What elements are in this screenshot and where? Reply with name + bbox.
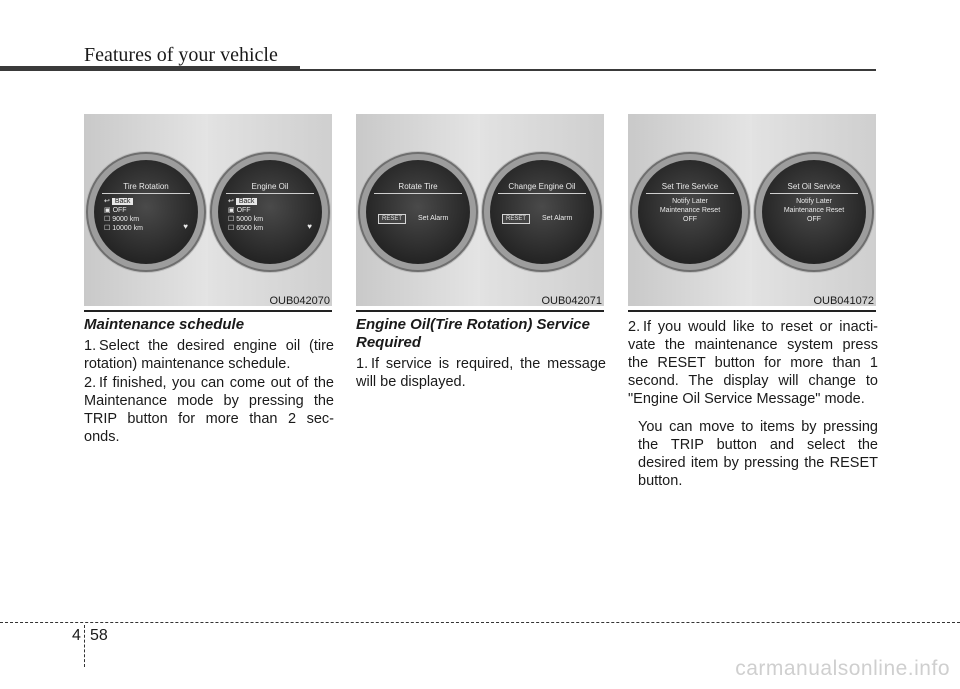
gauge-change-engine-oil [490,160,594,264]
step-2 [84,374,334,446]
step-number: 1. [356,356,369,372]
step-text: Select the desired engine oil (tire rotation) maintenance schedule. [84,338,334,372]
step-note: You can move to items by pressing the TRIP button and select the desired item by pressing the RESET button. [638,419,878,489]
menu-item-back: Back [236,198,258,205]
heart-icon: ♥ [307,222,312,231]
gauge-line: Maintenance Reset [783,207,845,214]
step-text: If you would like to reset or inacti- vate the maintenance system press the RESET button for more than 1 second. The display will change to "Engine Oil Service Message" mode. [628,319,878,407]
heart-icon: ♥ [183,222,188,231]
page-number: 58 [90,627,108,644]
step-number: 1. [84,338,97,354]
menu-item: 6500 km [236,225,264,232]
menu-item: 5000 km [236,216,264,223]
page-separator [84,625,85,667]
step-2-reset [628,318,878,408]
menu-item-back: Back [112,198,134,205]
menu-item: OFF [112,207,127,214]
figure-panel-set-service [628,114,876,306]
watermark: carmanualsonline.info [735,657,950,680]
gauge-title: Engine Oil [251,182,289,191]
gauge-title: Change Engine Oil [508,182,576,191]
figure-code: OUB042070 [269,295,330,307]
section-heading-service-required: Engine Oil(Tire Rotation) Service Required [356,316,590,351]
reset-label: RESET [502,214,530,224]
gauge-title: Set Tire Service [661,182,719,191]
gauge-set-tire-service [638,160,742,264]
menu-item: OFF [236,207,251,214]
gauge-line: OFF [807,216,821,223]
gauge-title: Set Oil Service [787,182,841,191]
alarm-label: Set Alarm [418,215,449,222]
step-number: 2. [84,375,97,391]
chapter-number: 4 [72,627,81,644]
step-1 [84,337,334,373]
page-header-title: Features of your vehicle [84,44,278,66]
figure-panel-maintenance-schedule [84,114,332,306]
figure-code: OUB041072 [813,295,874,307]
reset-label: RESET [378,214,406,224]
gauge-set-oil-service [762,160,866,264]
gauge-title: Rotate Tire [398,182,438,191]
gauge-tire-rotation: Tire Rotation ↩ Back ▣ OFF ☐ 9000 km ☐ 10000 km ♥ [94,160,198,264]
gauge-title: Tire Rotation [123,182,169,191]
gauge-line: Notify Later [796,198,832,205]
figure-code: OUB042071 [541,295,602,307]
gauge-line: Maintenance Reset [659,207,721,214]
step-number: 2. [628,319,641,335]
figure-code-bar [628,294,876,312]
header-rule-thin [300,69,876,71]
menu-item: 10000 km [112,225,143,232]
step-text: If service is required, the message will be displayed. [356,356,606,390]
gauge-engine-oil: Engine Oil ↩ Back ▣ OFF ☐ 5000 km ☐ 6500 km ♥ [218,160,322,264]
gauge-line: Notify Later [672,198,708,205]
footer-rule [0,622,960,623]
menu-item: 9000 km [112,216,140,223]
section-heading-maintenance-schedule: Maintenance schedule [84,316,245,333]
gauge-rotate-tire [366,160,470,264]
figure-panel-service-required [356,114,604,306]
step-1 [356,355,606,391]
figure-code-bar [84,294,332,312]
header-rule-thick [0,66,300,71]
step-text: If finished, you can come out of the Maintenance mode by pressing the TRIP button for more than 2 sec- onds. [84,375,334,445]
figure-code-bar [356,294,604,312]
alarm-label: Set Alarm [542,215,573,222]
gauge-line: OFF [683,216,697,223]
